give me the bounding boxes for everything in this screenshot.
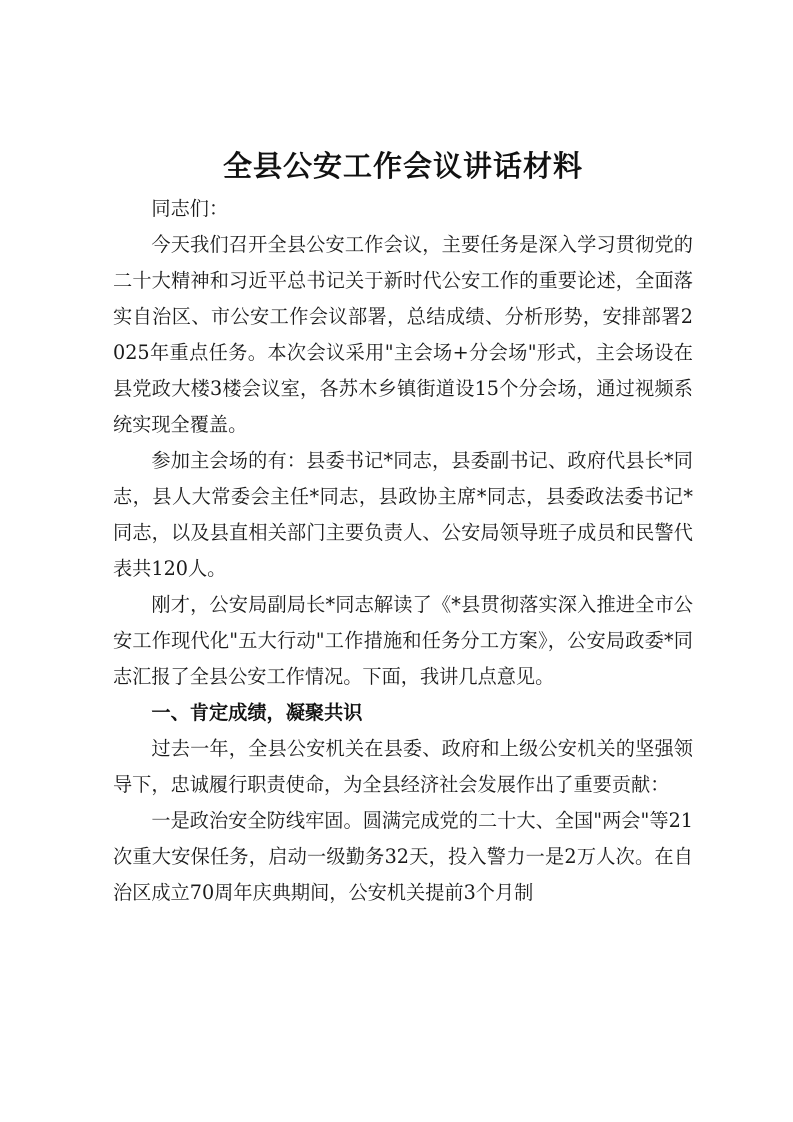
paragraph-achievements-intro: 过去一年，全县公安机关在县委、政府和上级公安机关的坚强领导下，忠诚履行职责使命，为全县经济社会发展作出了重要贡献： [113, 737, 693, 796]
paragraph-political-security: 一是政治安全防线牢固。圆满完成党的二十大、全国"两会"等21次重大安保任务，启动一级勤务32天，投入警力一是2万人次。在自治区成立70周年庆典期间，公安机关提前3个月制 [113, 809, 693, 904]
section-heading: 一、肯定成绩，凝聚共识 [151, 701, 363, 724]
paragraph-attendees: 参加主会场的有：县委书记*同志，县委副书记、政府代县长*同志，县人大常委会主任*同志，县政协主席*同志，县委政法委书记*同志，以及县直相关部门主要负责人、公安局领导班子成员和民警代表共120人。 [113, 449, 693, 580]
document-body [113, 141, 693, 911]
paragraph-opening: 今天我们召开全县公安工作会议，主要任务是深入学习贯彻党的二十大精神和习近平总书记关于新时代公安工作的重要论述，全面落实自治区、市公安工作会议部署，总结成绩、分析形势，安排部署2025年重点任务。本次会议采用"主会场+分会场"形式，主会场设在县党政大楼3楼会议室，各苏木乡镇街道设15个分会场，通过视频系统实现全覆盖。 [113, 233, 693, 436]
paragraph-agenda: 刚才，公安局副局长*同志解读了《*县贯彻落实深入推进全市公安工作现代化"五大行动"工作措施和任务分工方案》，公安局政委*同志汇报了全县公安工作情况。下面，我讲几点意见。 [113, 593, 693, 688]
salutation: 同志们： [151, 197, 229, 220]
document-title: 全县公安工作会议讲话材料 [222, 149, 583, 183]
